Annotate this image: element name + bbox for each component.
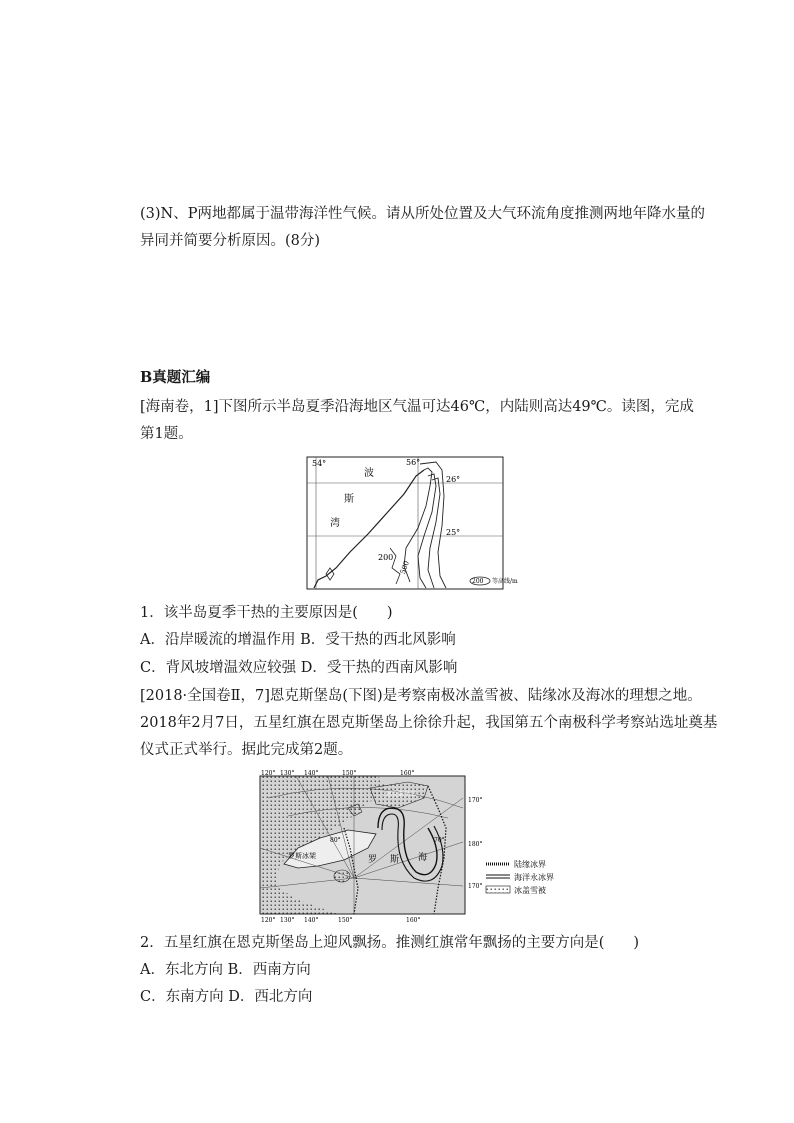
top-lon-120: 120° bbox=[261, 770, 276, 777]
bottom-lon-130: 130° bbox=[280, 917, 295, 924]
section-title: B真题汇编 bbox=[140, 369, 211, 386]
legend-land-ice-label: 陆缘冰界 bbox=[514, 860, 546, 869]
lon-54-label: 54° bbox=[312, 459, 327, 468]
sea-label-char-2: 斯 bbox=[390, 855, 400, 865]
intro1-line1: [海南卷，1]下图所示半岛夏季沿海地区气温可达46℃，内陆则高达49℃。读图，完成 bbox=[140, 399, 694, 415]
sea-char-3: 湾 bbox=[330, 518, 340, 529]
q3-text-line2: 异同并简要分析原因。(8分) bbox=[140, 233, 321, 249]
q1-options-line2: C．背风坡增温效应较强 D．受干热的西南风影响 bbox=[140, 660, 458, 676]
top-lon-140: 140° bbox=[304, 770, 319, 777]
legend-ice-cover-symbol bbox=[486, 886, 510, 893]
lat-26-label: 26° bbox=[446, 475, 461, 484]
inner-lat-70: 70° bbox=[434, 837, 445, 844]
island-label: 恩克斯堡岛 bbox=[386, 791, 417, 798]
sea-char-2: 斯 bbox=[344, 494, 354, 505]
legend-contour-label: 等高线/m bbox=[492, 578, 518, 585]
top-lon-160: 160° bbox=[400, 770, 415, 777]
q1-options-line1: A．沿岸暖流的增温作用 B．受干热的西北风影响 bbox=[140, 632, 456, 648]
right-label-180: 180° bbox=[468, 841, 483, 848]
peninsula-map bbox=[306, 456, 534, 591]
contour-label-500: 500 bbox=[398, 559, 411, 576]
legend-contour-value: 200 bbox=[472, 578, 484, 585]
bottom-lon-160: 160° bbox=[406, 917, 421, 924]
ross-sea-map bbox=[258, 768, 573, 924]
q2-options-line1: A．东北方向 B．西南方向 bbox=[140, 962, 311, 978]
top-lon-150: 150° bbox=[342, 770, 357, 777]
sea-label-char-3: 海 bbox=[418, 853, 428, 863]
top-lon-130: 130° bbox=[280, 770, 295, 777]
ice-shelf-label: 罗斯冰架 bbox=[288, 852, 316, 860]
sea-label-char-1: 罗 bbox=[368, 855, 378, 865]
right-label-170-bottom: 170° bbox=[468, 883, 483, 890]
legend-ice-cover-label: 冰盖雪被 bbox=[514, 886, 546, 895]
inner-lat-80: 80° bbox=[330, 837, 341, 844]
lat-25-label: 25° bbox=[446, 528, 461, 537]
bottom-lon-140: 140° bbox=[304, 917, 319, 924]
intro2-line2: 2018年2月7日，五星红旗在恩克斯堡岛上徐徐升起，我国第五个南极科学考察站选址奠基 bbox=[140, 715, 718, 731]
bottom-lon-150: 150° bbox=[338, 917, 353, 924]
right-label-170-top: 170° bbox=[468, 797, 483, 804]
lon-56-label: 56° bbox=[406, 458, 421, 467]
contour-label-200: 200 bbox=[378, 553, 394, 562]
bottom-lon-120: 120° bbox=[261, 917, 276, 924]
intro2-line1: [2018·全国卷Ⅱ，7]恩克斯堡岛(下图)是考察南极冰盖雪被、陆缘冰及海冰的理想之地。 bbox=[140, 688, 702, 704]
q3-text-line1: (3)N、P两地都属于温带海洋性气候。请从所处位置及大气环流角度推测两地年降水量的 bbox=[140, 206, 705, 222]
intro1-line2: 第1题。 bbox=[140, 426, 193, 442]
q1-stem: 1．该半岛夏季干热的主要原因是( ) bbox=[140, 605, 393, 621]
sea-char-1: 波 bbox=[364, 468, 374, 479]
intro2-line3: 仪式正式举行。据此完成第2题。 bbox=[140, 742, 353, 758]
q2-options-line2: C．东南方向 D．西北方向 bbox=[140, 989, 313, 1005]
q2-stem: 2．五星红旗在恩克斯堡岛上迎风飘扬。推测红旗常年飘扬的主要方向是( ) bbox=[140, 935, 640, 951]
legend-sea-ice-label: 海洋永冰界 bbox=[514, 873, 554, 882]
